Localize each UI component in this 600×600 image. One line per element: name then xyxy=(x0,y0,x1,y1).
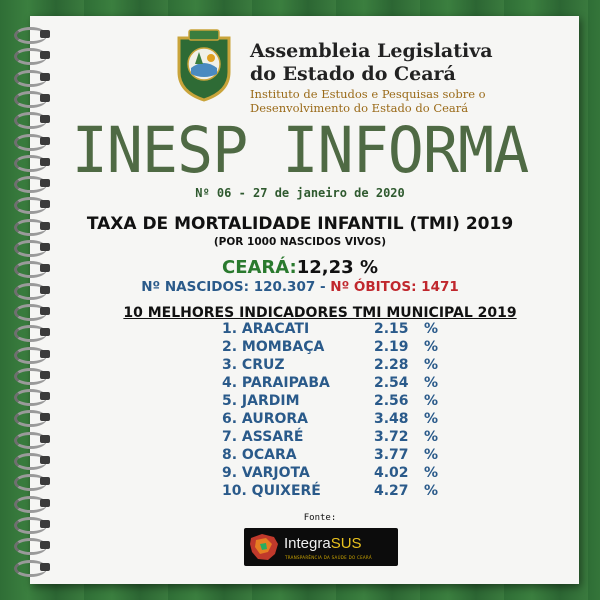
municipality-name: 4. PARAIPABA xyxy=(222,375,330,391)
unit: % xyxy=(424,393,439,409)
binding-ring xyxy=(14,365,66,387)
municipality-name: 9. VARJOTA xyxy=(222,465,310,481)
ranking-list xyxy=(222,321,522,501)
municipality-name: 10. QUIXERÉ xyxy=(222,483,321,499)
list-item xyxy=(222,321,522,339)
unit: % xyxy=(424,483,439,499)
list-item xyxy=(222,483,522,501)
edition-date: Nº 06 - 27 de janeiro de 2020 xyxy=(195,186,405,200)
binding-ring xyxy=(14,535,66,557)
integrasus-logo xyxy=(244,528,398,566)
unit: % xyxy=(424,339,439,355)
ranking-title-text: 10 MELHORES INDICADORES TMI MUNICIPAL 2019 xyxy=(123,305,517,321)
municipality-name: 6. AURORA xyxy=(222,411,309,427)
list-item xyxy=(222,339,522,357)
binding-ring xyxy=(14,429,66,451)
tmi-value: 2.28 xyxy=(374,357,409,373)
tmi-value: 2.56 xyxy=(374,393,409,409)
spiral-binding-icon xyxy=(14,24,66,584)
separator: - xyxy=(315,279,331,295)
tmi-value: 4.02 xyxy=(374,465,409,481)
municipality-name: 1. ARACATI xyxy=(222,321,310,337)
unit: % xyxy=(424,447,439,463)
unit: % xyxy=(424,357,439,373)
binding-ring xyxy=(14,471,66,493)
state-rate xyxy=(0,257,600,278)
binding-ring xyxy=(14,45,66,67)
source-label: Fonte: xyxy=(303,513,337,523)
binding-ring xyxy=(14,493,66,515)
ranking-title xyxy=(0,305,600,321)
municipality-name: 2. MOMBAÇA xyxy=(222,339,325,355)
integrasus-wordmark xyxy=(284,535,362,552)
births-deaths xyxy=(0,279,600,295)
list-item xyxy=(222,429,522,447)
binding-ring xyxy=(14,24,66,46)
binding-ring xyxy=(14,88,66,110)
binding-ring xyxy=(14,344,66,366)
tmi-value: 2.19 xyxy=(374,339,409,355)
unit: % xyxy=(424,411,439,427)
ceara-map-icon xyxy=(248,532,280,562)
binding-ring xyxy=(14,386,66,408)
org-name-line1: Assembleia Legislativa xyxy=(250,40,493,62)
births-count: Nº NASCIDOS: 120.307 xyxy=(141,279,316,295)
headline: INESP INFORMA xyxy=(71,114,529,188)
org-name-line2: do Estado do Ceará xyxy=(250,63,456,85)
binding-ring xyxy=(14,67,66,89)
unit: % xyxy=(424,429,439,445)
list-item xyxy=(222,357,522,375)
institute-line2: Desenvolvimento do Estado do Ceará xyxy=(250,101,469,115)
unit: % xyxy=(424,375,439,391)
report-title: TAXA DE MORTALIDADE INFANTIL (TMI) 2019 xyxy=(86,214,514,234)
integrasus-tagline: TRANSPARÊNCIA DA SAÚDE DO CEARÁ xyxy=(285,555,372,560)
ceara-coat-of-arms-icon xyxy=(175,28,233,102)
list-item xyxy=(222,411,522,429)
list-item xyxy=(222,447,522,465)
tmi-value: 3.77 xyxy=(374,447,409,463)
tmi-value: 4.27 xyxy=(374,483,409,499)
municipality-name: 3. CRUZ xyxy=(222,357,285,373)
list-item xyxy=(222,393,522,411)
deaths-count: Nº ÓBITOS: 1471 xyxy=(330,279,459,295)
state-value: 12,23 % xyxy=(296,257,378,278)
tmi-value: 3.72 xyxy=(374,429,409,445)
institute-line1: Instituto de Estudos e Pesquisas sobre o xyxy=(250,87,486,101)
unit: % xyxy=(424,321,439,337)
municipality-name: 7. ASSARÉ xyxy=(222,429,304,445)
tmi-value: 2.54 xyxy=(374,375,409,391)
binding-ring xyxy=(14,322,66,344)
binding-ring xyxy=(14,407,66,429)
municipality-name: 5. JARDIM xyxy=(222,393,300,409)
list-item xyxy=(222,465,522,483)
list-item xyxy=(222,375,522,393)
binding-ring xyxy=(14,450,66,472)
unit: % xyxy=(424,465,439,481)
brand-part2: SUS xyxy=(330,535,362,552)
brand-part1: Integra xyxy=(284,535,331,552)
tmi-value: 2.15 xyxy=(374,321,409,337)
state-label: CEARÁ: xyxy=(221,257,297,278)
report-subtitle: (POR 1000 NASCIDOS VIVOS) xyxy=(213,236,387,248)
municipality-name: 8. OCARA xyxy=(222,447,297,463)
tmi-value: 3.48 xyxy=(374,411,409,427)
binding-ring xyxy=(14,557,66,579)
